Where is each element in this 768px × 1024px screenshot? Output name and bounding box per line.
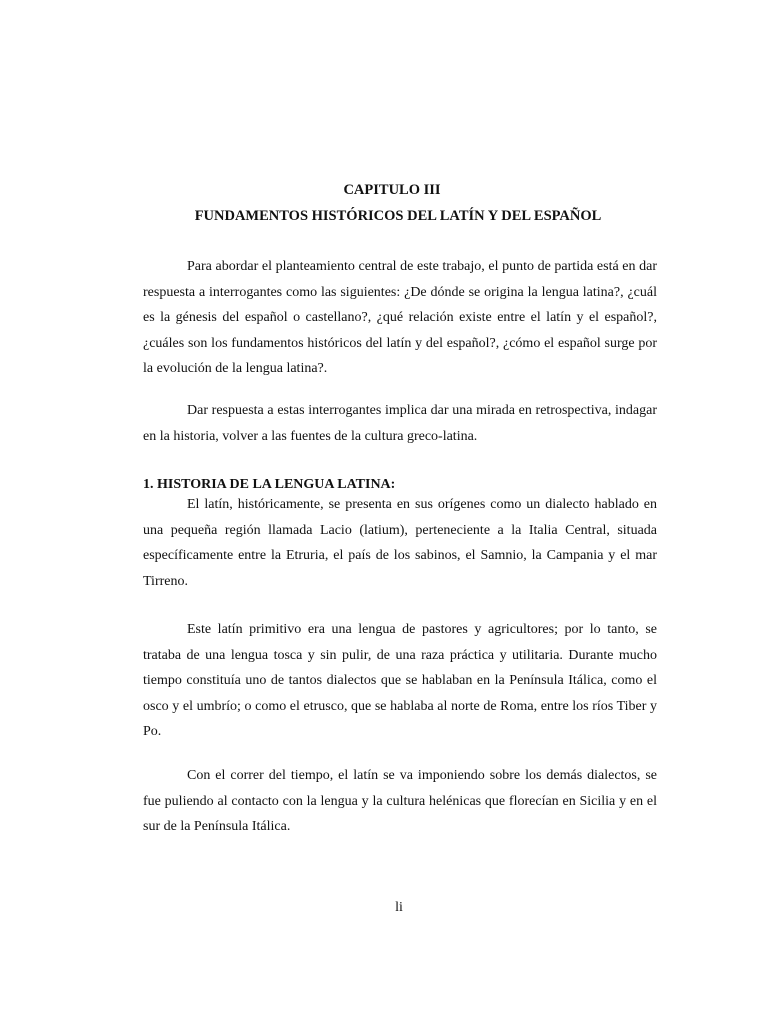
- paragraph-evolution: Con el correr del tiempo, el latín se va imponiendo sobre los demás dialectos, se fue puliendo al contacto con la lengua y la cultura helénicas que florecían en Sicilia y en el sur de la Península Itálica.: [143, 768, 657, 834]
- chapter-number: CAPITULO III: [343, 182, 441, 198]
- paragraph-origin: El latín, históricamente, se presenta en sus orígenes como un dialecto hablado en una pequeña región llamada Lacio (latium), perteneciente a la Italia Central, situada específicamente entre la Etruria, el país de los sabinos, el Samnio, la Campania y el mar Tirreno.: [143, 497, 657, 589]
- paragraph-intro: Para abordar el planteamiento central de este trabajo, el punto de partida está en dar respuesta a interrogantes como las siguientes: ¿De dónde se origina la lengua latina?, ¿cuál es la génesis del español o castellano?, ¿qué relación existe entre el latín y el español?, ¿cuáles son los fundamentos históricos del latín y del español?, ¿cómo el español surge por la evolución de la lengua latina?.: [143, 259, 657, 376]
- section-heading: 1. HISTORIA DE LA LENGUA LATINA:: [143, 477, 396, 492]
- chapter-title: FUNDAMENTOS HISTÓRICOS DEL LATÍN Y DEL ESPAÑOL: [194, 208, 602, 224]
- page-number: li: [395, 900, 403, 915]
- paragraph-primitive: Este latín primitivo era una lengua de pastores y agricultores; por lo tanto, se trataba de una lengua tosca y sin pulir, de una raza práctica y utilitaria. Durante mucho tiempo constituía uno de tantos dialectos que se hablaban en la Península Itálica, como el osco y el umbrío; o como el etrusco, que se hablaba al norte de Roma, entre los ríos Tiber y Po.: [143, 622, 657, 739]
- paragraph-retrospective: Dar respuesta a estas interrogantes implica dar una mirada en retrospectiva, indagar en la historia, volver a las fuentes de la cultura greco-latina.: [143, 403, 657, 444]
